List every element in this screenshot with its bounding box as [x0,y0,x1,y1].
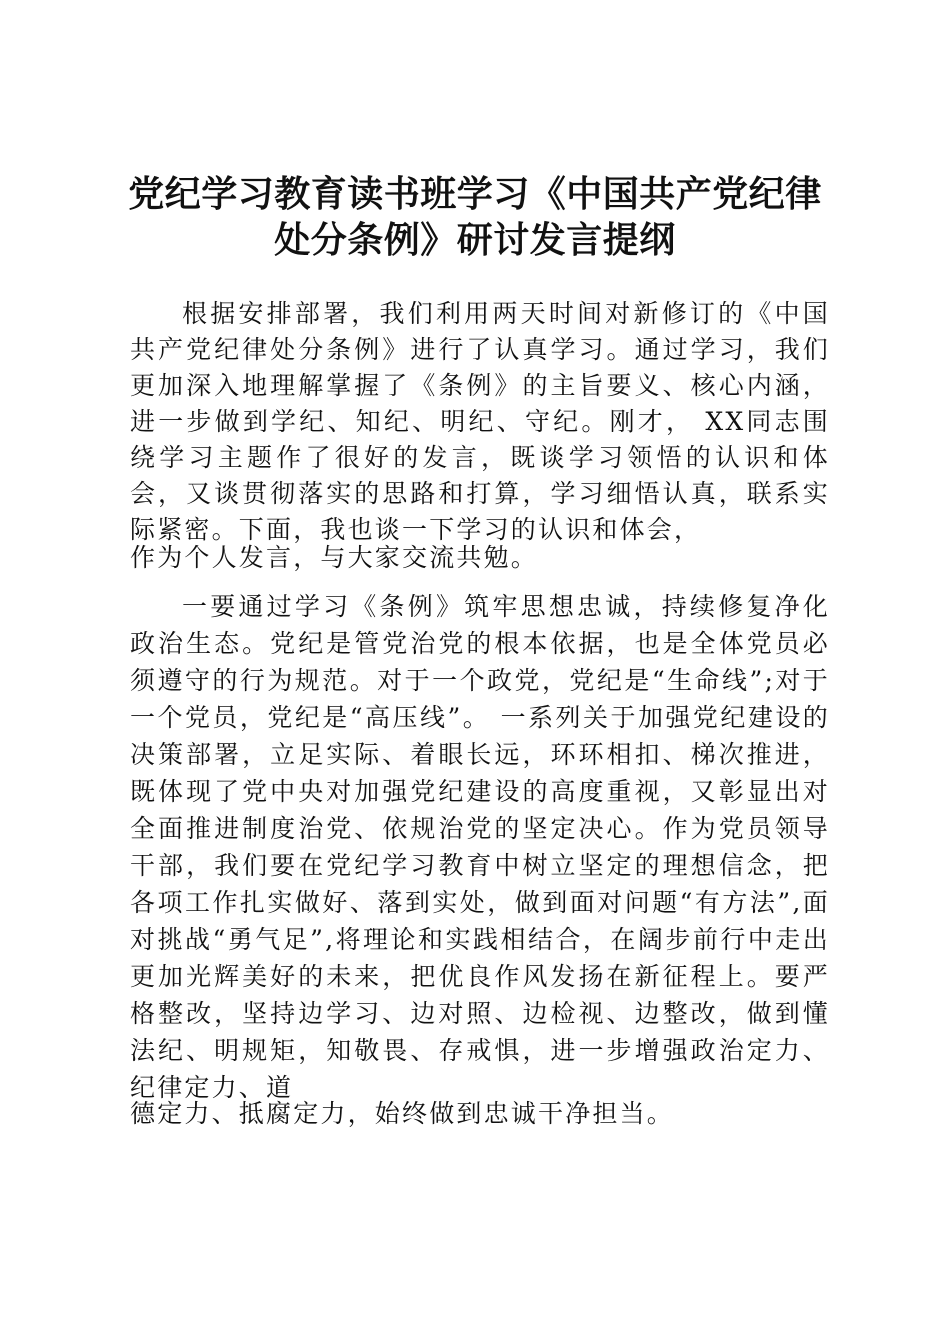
paragraph-2: 一要通过学习《条例》筑牢思想忠诚，持续修复净化政治生态。党纪是管党治党的根本依据，也是全体党员必须遵守的行为规范。对于一个政党，党纪是“生命线”;对于一个党员，党纪是“高压线”。 一系列关于加强党纪建设的决策部署，立足实际、着眼长远，环环相扣、梯次推进，既体现了党中央对加强党纪建设的高度重视，又彰显出对全面推进制度治党、依规治党的坚定决心。作为党员领导干部，我们要在党纪学习教育中树立坚定的理想信念，把各项工作扎实做好、落到实处，做到面对问题“有方法”,面对挑战“勇气足”,将理论和实践相结合，在阔步前行中走出更加光辉美好的未来，把优良作风发扬在新征程上。要严格整改，坚持边学习、边对照、边检视、边整改，做到懂法纪、明规矩，知敬畏、存戒惧，进一步增强政治定力、纪律定力、道 [130,592,830,1102]
paragraph-1-last-line: 作为个人发言，与大家交流共勉。 [130,543,539,572]
paragraph-1: 根据安排部署，我们利用两天时间对新修订的《中国共产党纪律处分条例》进行了认真学习。通过学习，我们更加深入地理解掌握了《条例》的主旨要义、核心内涵，进一步做到学纪、知纪、明纪、守纪。刚才， XX同志围绕学习主题作了很好的发言，既谈学习领悟的认识和体会，又谈贯彻落实的思路和打算，学习细悟认真，联系实际紧密。下面，我也谈一下学习的认识和体会， [130,299,830,544]
paragraph-2-last-line: 德定力、抵腐定力，始终做到忠诚干净担当。 [130,1099,675,1128]
document-title: 党纪学习教育读书班学习《中国共产党纪律处分条例》研讨发言提纲 [128,174,822,261]
